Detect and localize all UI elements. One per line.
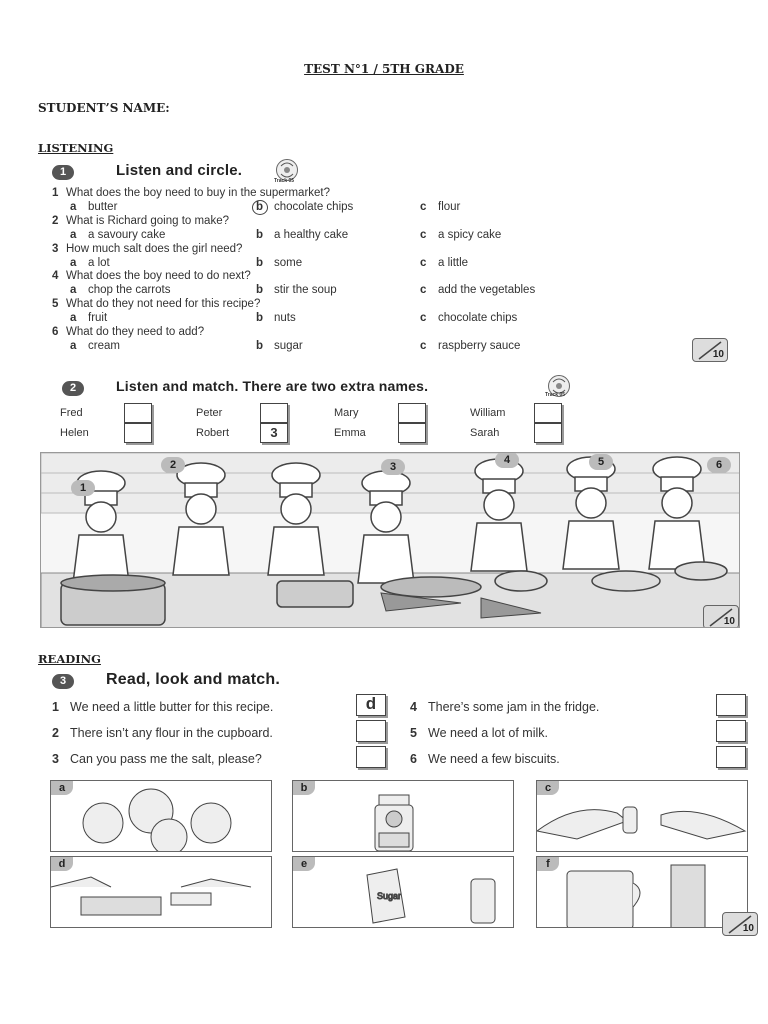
option-c[interactable]: c a spicy cake <box>420 228 502 241</box>
answer-box[interactable]: 3 <box>260 423 288 443</box>
question-text <box>52 243 242 255</box>
sentence-number: 5 <box>410 726 417 740</box>
page-title: TEST N°1 / 5TH GRADE <box>304 62 464 76</box>
exercise-title: Listen and match. There are two extra names. <box>116 378 429 394</box>
option-text: stir the soup <box>274 284 337 297</box>
picture-c <box>536 780 748 852</box>
score-box <box>703 605 739 628</box>
kitchen-illustration <box>40 452 740 628</box>
option-text: chop the carrots <box>88 284 171 297</box>
sentence <box>52 726 273 740</box>
picture-letter: b <box>293 781 315 795</box>
option-text: a savoury cake <box>88 228 166 241</box>
question-text <box>52 187 330 199</box>
student-name: Helen <box>60 427 89 439</box>
sentence-text: Can you pass me the salt, please? <box>70 752 262 766</box>
option-a[interactable]: a a savoury cake <box>70 228 166 241</box>
reading-label: READING <box>38 652 101 666</box>
question-text <box>52 215 229 227</box>
question-label: What is Richard going to make? <box>66 214 229 227</box>
picture-d <box>50 856 272 928</box>
sentence-number: 2 <box>52 726 59 740</box>
exercise-title: Read, look and match. <box>106 671 281 688</box>
sentence-number: 3 <box>52 752 59 766</box>
option-c[interactable]: c flour <box>420 201 461 213</box>
option-a[interactable]: a butter <box>70 201 118 213</box>
option-text: add the vegetables <box>438 284 536 297</box>
question-number: 2 <box>52 214 59 227</box>
sentence <box>410 700 599 714</box>
sentence-text: We need a few biscuits. <box>428 752 560 766</box>
option-text: sugar <box>274 340 303 352</box>
sentence-text: We need a little butter for this recipe. <box>70 700 274 714</box>
listening-label: LISTENING <box>38 141 114 155</box>
option-a[interactable]: a chop the carrots <box>70 284 171 297</box>
answer-box[interactable] <box>716 746 746 768</box>
picture-f <box>536 856 748 928</box>
score-value: 10 <box>742 923 754 934</box>
student-name: Emma <box>334 427 366 439</box>
question-label: How much salt does the girl need? <box>66 242 243 255</box>
option-text: a little <box>438 256 469 269</box>
answer-box[interactable]: d <box>356 694 386 716</box>
option-text: chocolate chips <box>438 312 518 325</box>
student-name: Sarah <box>470 427 500 439</box>
question-text <box>52 270 251 282</box>
exercise-number-badge: 1 <box>52 165 74 180</box>
option-text: butter <box>88 201 118 213</box>
option-text: some <box>274 256 303 269</box>
exercise-number-badge: 3 <box>52 674 74 689</box>
answer-box[interactable] <box>534 403 562 423</box>
option-b[interactable]: b a healthy cake <box>256 228 349 241</box>
answer-box[interactable] <box>356 720 386 742</box>
sentence-text: There isn’t any flour in the cupboard. <box>70 726 273 740</box>
sentence-text: There’s some jam in the fridge. <box>428 700 600 714</box>
option-b[interactable]: b stir the soup <box>256 284 337 297</box>
sentence-text: We need a lot of milk. <box>428 726 548 740</box>
answer-box[interactable] <box>716 694 746 716</box>
option-b[interactable]: b sugar <box>256 340 303 352</box>
picture-number-bubble: 3 <box>381 459 405 475</box>
option-c[interactable]: c raspberry sauce <box>420 340 521 352</box>
question-number: 4 <box>52 270 59 283</box>
picture-letter: c <box>537 781 559 795</box>
score-value: 10 <box>723 616 735 627</box>
picture-number-bubble: 2 <box>161 457 185 473</box>
question-number: 3 <box>52 242 59 255</box>
question-number: 5 <box>52 298 59 311</box>
exercise-number-badge: 2 <box>62 381 84 396</box>
picture-e <box>292 856 514 928</box>
sugar-label: Sugar <box>377 891 402 901</box>
answer-box[interactable] <box>716 720 746 742</box>
option-a[interactable]: a cream <box>70 340 120 352</box>
question-label: What does the boy need to do next? <box>66 270 251 283</box>
option-text: flour <box>438 201 461 213</box>
student-name: Robert <box>196 427 230 439</box>
option-text: a lot <box>88 256 110 269</box>
sentence <box>410 752 560 766</box>
answer-box[interactable] <box>534 423 562 443</box>
student-name: Mary <box>334 407 359 419</box>
question-label: What does the boy need to buy in the supermarket? <box>66 187 331 199</box>
picture-number-bubble: 4 <box>495 452 519 468</box>
score-box <box>722 912 758 936</box>
option-c[interactable]: c a little <box>420 256 469 269</box>
option-a[interactable]: a a lot <box>70 256 110 269</box>
question-text <box>52 326 204 338</box>
sentence <box>410 726 548 740</box>
track-label: Track 05 <box>274 178 295 184</box>
score-box <box>692 338 728 362</box>
picture-a <box>50 780 272 852</box>
option-text: a spicy cake <box>438 228 502 241</box>
picture-letter: a <box>51 781 73 795</box>
picture-number-bubble: 1 <box>71 480 95 496</box>
answer-circle <box>252 200 268 215</box>
picture-number-bubble: 5 <box>589 454 613 470</box>
question-number: 6 <box>52 326 59 338</box>
picture-number-bubble: 6 <box>707 457 731 473</box>
picture-letter: d <box>51 857 73 871</box>
student-name: Peter <box>196 407 223 419</box>
option-c[interactable]: c chocolate chips <box>420 312 518 325</box>
score-value: 10 <box>712 349 724 360</box>
option-text: nuts <box>274 312 296 325</box>
answer-box[interactable] <box>398 423 426 443</box>
sentence <box>52 752 262 766</box>
option-text: chocolate chips <box>274 201 354 213</box>
picture-letter: f <box>537 857 559 871</box>
option-text: raspberry sauce <box>438 340 521 352</box>
question-text <box>52 298 260 310</box>
option-text: a healthy cake <box>274 228 349 241</box>
option-text: fruit <box>88 312 108 325</box>
answer-box[interactable] <box>124 403 152 423</box>
option-text: cream <box>88 340 120 352</box>
answer-box[interactable] <box>260 403 288 423</box>
picture-letter: e <box>293 857 315 871</box>
track-label: Track 05 <box>545 392 566 398</box>
answer-box[interactable] <box>124 423 152 443</box>
option-c[interactable]: c add the vegetables <box>420 284 536 297</box>
option-a[interactable]: a fruit <box>70 312 108 325</box>
question-label: What do they need to add? <box>66 326 205 338</box>
question-number: 1 <box>52 187 59 199</box>
student-name-label: STUDENT’S NAME: <box>38 101 170 115</box>
sentence-number: 6 <box>410 752 417 766</box>
sentence <box>52 700 273 714</box>
exercise-title: Listen and circle. <box>116 162 243 179</box>
student-name: William <box>470 407 506 419</box>
sentence-number: 4 <box>410 700 417 714</box>
answer-box[interactable] <box>398 403 426 423</box>
option-b[interactable]: b some <box>256 256 303 269</box>
answer-box[interactable] <box>356 746 386 768</box>
student-name: Fred <box>60 407 83 419</box>
question-label: What do they not need for this recipe? <box>66 298 261 311</box>
picture-b <box>292 780 514 852</box>
option-b[interactable]: b nuts <box>256 312 296 325</box>
sentence-number: 1 <box>52 700 59 714</box>
option-b[interactable]: b chocolate chips <box>256 201 354 213</box>
